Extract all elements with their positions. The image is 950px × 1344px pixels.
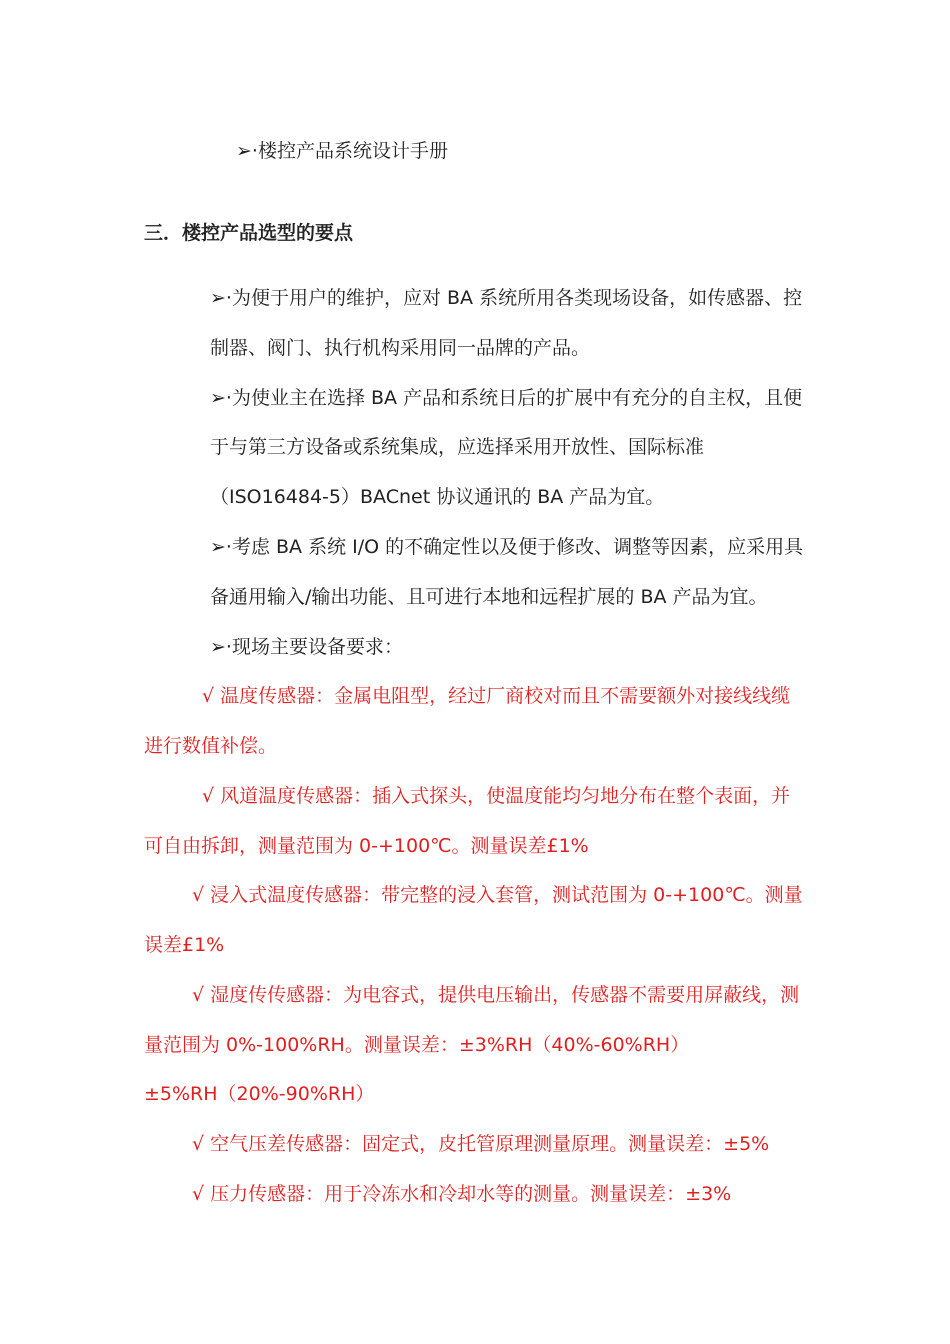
requirement-2-line-1: √ 风道温度传感器：插入式探头，使温度能均匀地分布在整个表面，并 [202, 785, 791, 807]
requirement-4-line-3: ±5%RH（20%-90%RH） [144, 1083, 375, 1105]
point-1-line-1: ➢·为便于用户的维护，应对 BA 系统所用各类现场设备，如传感器、控 [210, 287, 803, 309]
point-2-line-3: （ISO16484-5）BACnet 协议通讯的 BA 产品为宜。 [210, 486, 665, 508]
section-heading: 三．楼控产品选型的要点 [144, 222, 354, 244]
requirement-1-line-2: 进行数值补偿。 [144, 735, 278, 757]
manual-bullet: ➢·楼控产品系统设计手册 [236, 140, 448, 162]
requirement-6-line-1: √ 压力传感器：用于冷冻水和冷却水等的测量。测量误差：±3% [192, 1183, 732, 1205]
point-2-line-2: 于与第三方设备或系统集成，应选择采用开放性、国际标准 [210, 436, 705, 458]
requirement-4-line-2: 量范围为 0%-100%RH。测量误差：±3%RH（40%-60%RH） [144, 1034, 690, 1056]
requirement-3-line-1: √ 浸入式温度传感器：带完整的浸入套管，测试范围为 0-+100℃。测量 [192, 884, 803, 906]
point-1-line-2: 制器、阀门、执行机构采用同一品牌的产品。 [210, 337, 591, 359]
requirement-4-line-1: √ 湿度传传感器：为电容式，提供电压输出，传感器不需要用屏蔽线，测 [192, 984, 800, 1006]
point-2-line-1: ➢·为使业主在选择 BA 产品和系统日后的扩展中有充分的自主权，且便 [210, 387, 803, 409]
point-3-line-1: ➢·考虑 BA 系统 I/O 的不确定性以及便于修改、调整等因素，应采用具 [210, 536, 804, 558]
requirement-5-line-1: √ 空气压差传感器：固定式，皮托管原理测量原理。测量误差：±5% [192, 1133, 770, 1155]
requirement-1-line-1: √ 温度传感器：金属电阻型，经过厂商校对而且不需要额外对接线线缆 [202, 685, 791, 707]
point-4-line-1: ➢·现场主要设备要求： [210, 636, 403, 658]
requirement-3-line-2: 误差£1% [144, 934, 225, 956]
requirement-2-line-2: 可自由拆卸，测量范围为 0-+100℃。测量误差£1% [144, 835, 589, 857]
point-3-line-2: 备通用输入/输出功能、且可进行本地和远程扩展的 BA 产品为宜。 [210, 586, 768, 608]
